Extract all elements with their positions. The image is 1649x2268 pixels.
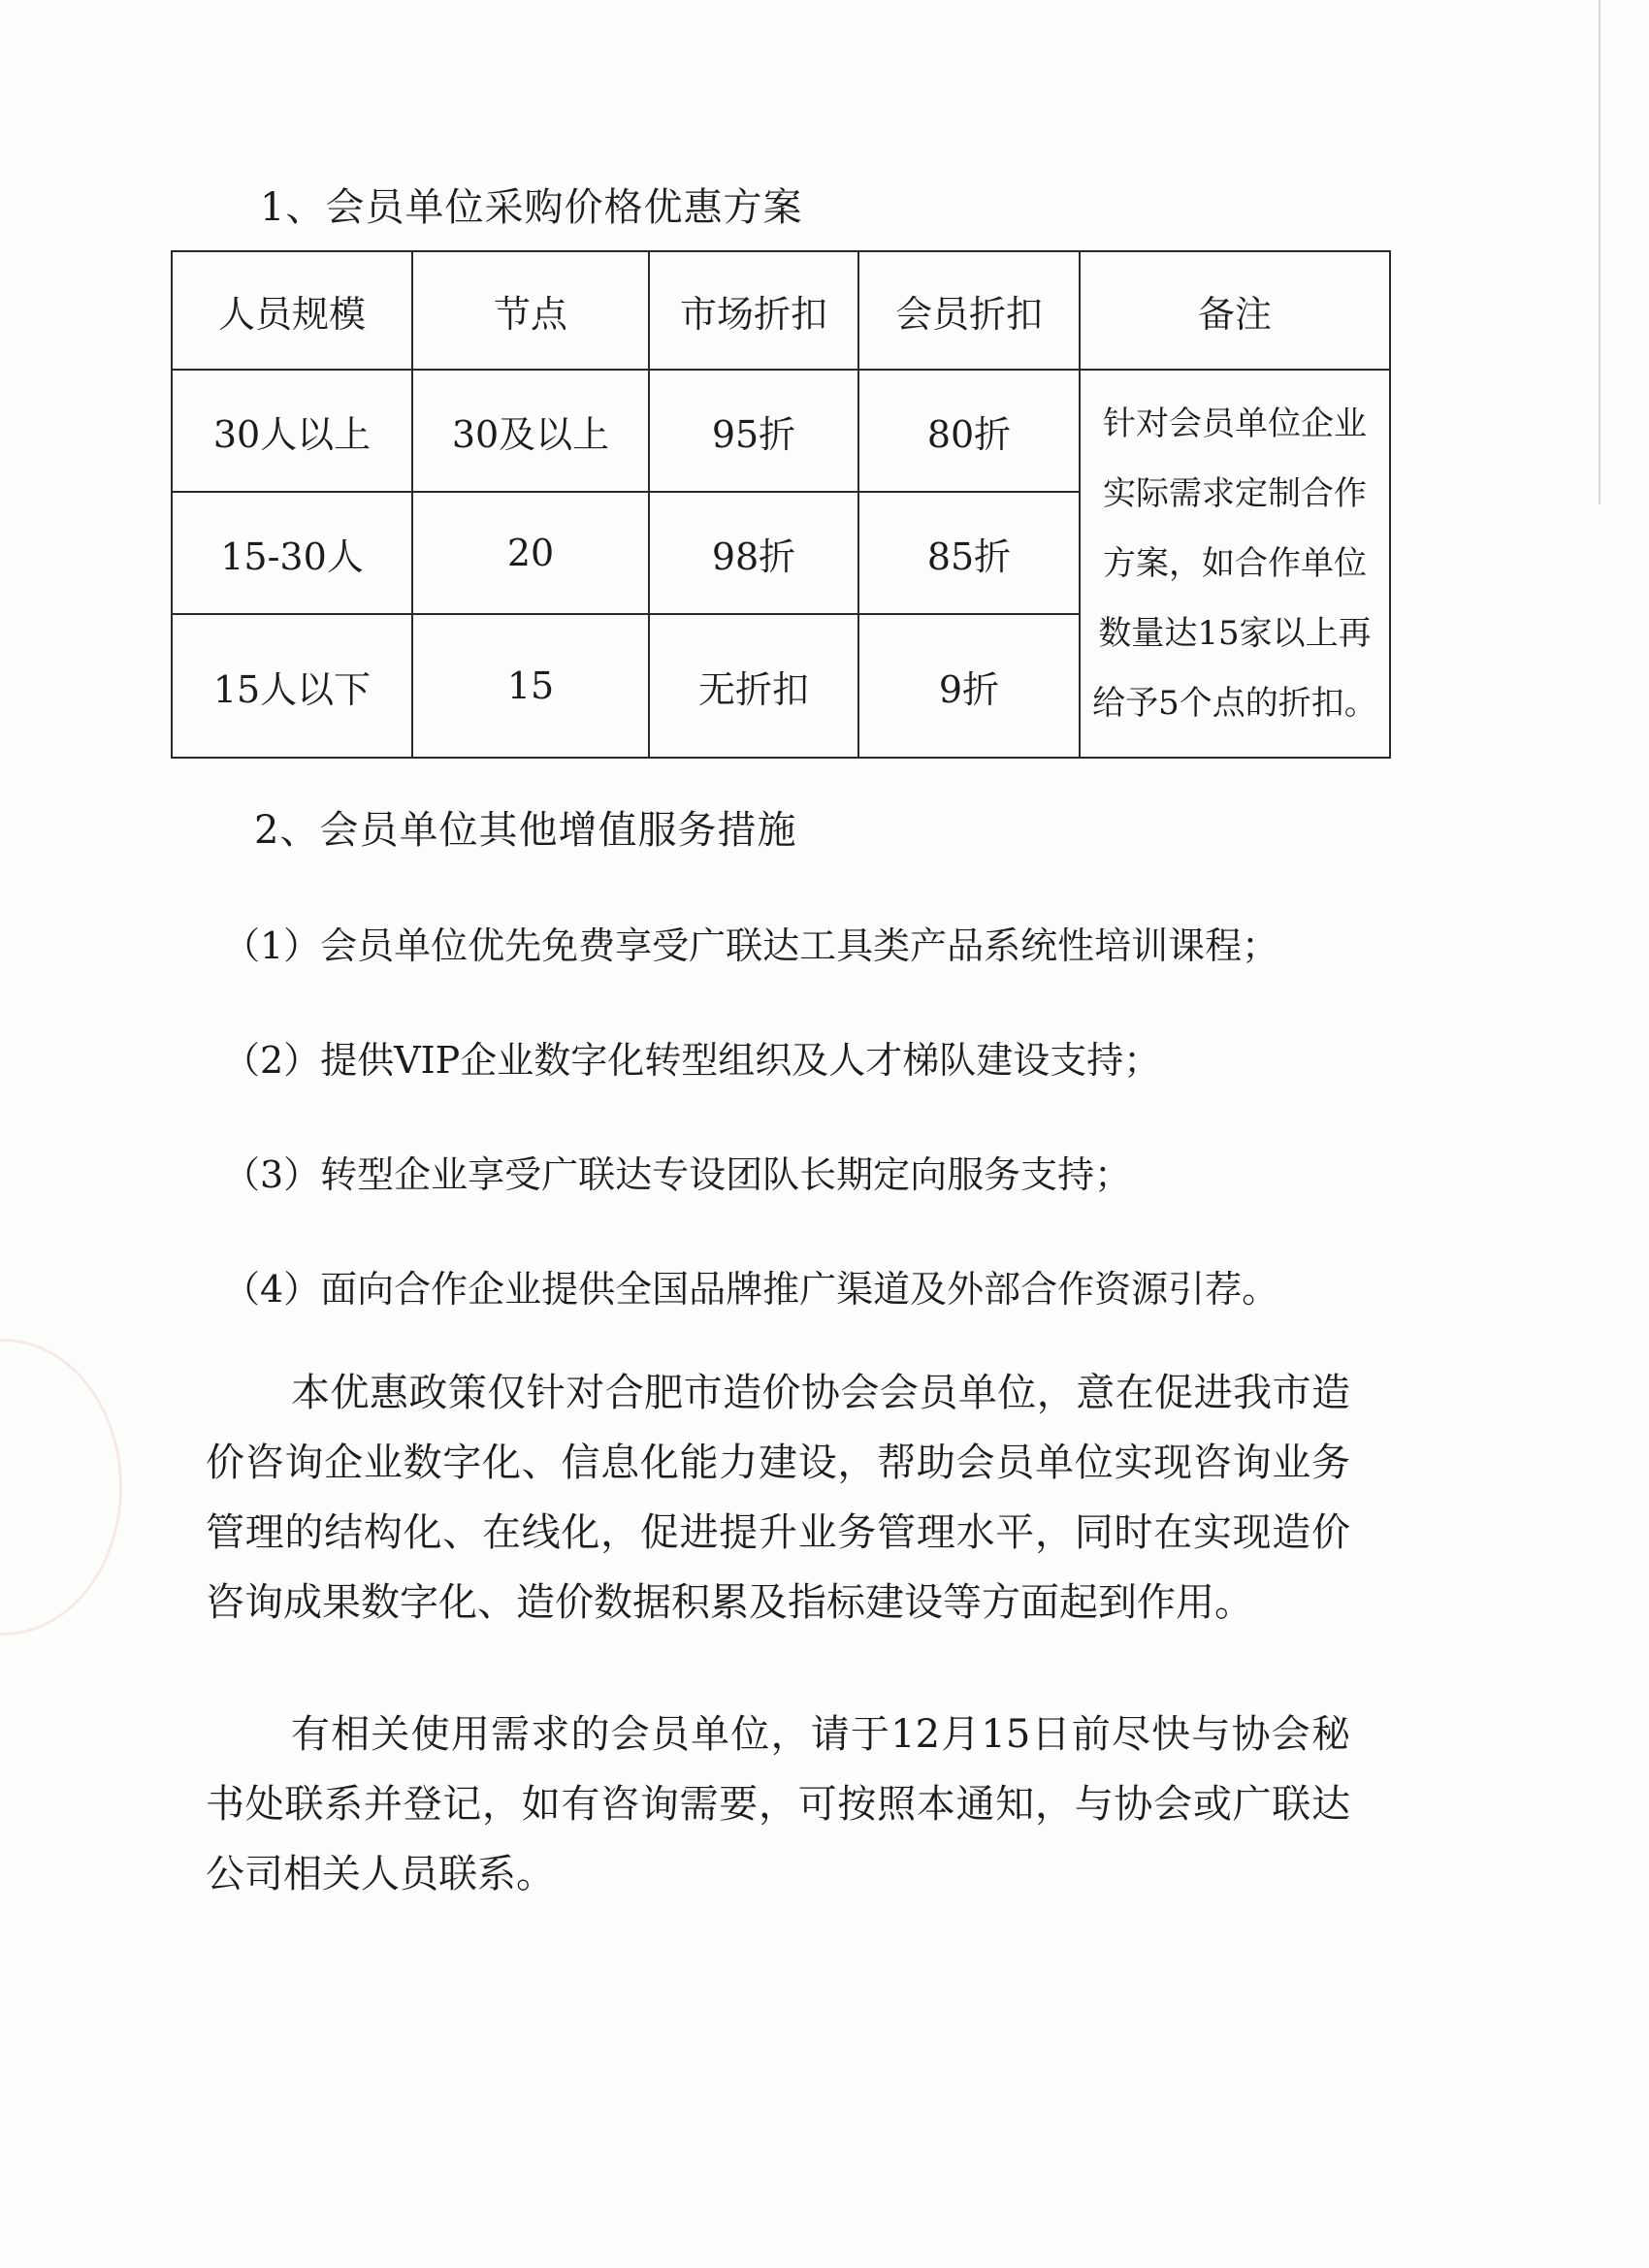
cell-market-discount: 95折 [649, 370, 858, 492]
faint-seal-stamp [0, 1339, 122, 1636]
header-cell-member-discount: 会员折扣 [858, 251, 1080, 370]
section-2-heading: 2、会员单位其他增值服务措施 [254, 808, 797, 853]
cell-member-discount: 80折 [858, 370, 1080, 492]
list-item: （3）转型企业享受广联达专设团队长期定向服务支持； [223, 1153, 1132, 1196]
header-cell-node: 节点 [412, 251, 649, 370]
discount-table [171, 250, 1391, 759]
table-header-row [172, 251, 1390, 370]
cell-member-discount: 9折 [858, 614, 1080, 758]
cell-scale: 15人以下 [172, 614, 412, 758]
list-item: （1）会员单位优先免费享受广联达工具类产品系统性培训课程； [223, 924, 1279, 967]
header-cell-market-discount: 市场折扣 [649, 251, 858, 370]
list-item: （4）面向合作企业提供全国品牌推广渠道及外部合作资源引荐。 [223, 1268, 1279, 1311]
scan-edge-line [1599, 0, 1600, 504]
note-cell: 针对会员单位企业实际需求定制合作方案，如合作单位数量达15家以上再给予5个点的折扣。 [1080, 370, 1390, 758]
header-cell-scale: 人员规模 [172, 251, 412, 370]
cell-node: 30及以上 [412, 370, 649, 492]
cell-member-discount: 85折 [858, 492, 1080, 614]
table-row [172, 370, 1390, 492]
policy-paragraph: 本优惠政策仅针对合肥市造价协会会员单位，意在促进我市造价咨询企业数字化、信息化能力建设，帮助会员单位实现咨询业务管理的结构化、在线化，促进提升业务管理水平，同时在实现造价咨询成果数字化、造价数据积累及指标建设等方面起到作用。 [206, 1371, 1350, 1625]
cell-node: 20 [412, 492, 649, 614]
cell-scale: 30人以上 [172, 370, 412, 492]
header-cell-note: 备注 [1080, 251, 1390, 370]
cell-scale: 15-30人 [172, 492, 412, 614]
cell-market-discount: 无折扣 [649, 614, 858, 758]
contact-paragraph: 有相关使用需求的会员单位，请于12月15日前尽快与协会秘书处联系并登记，如有咨询需要，可按照本通知，与协会或广联达公司相关人员联系。 [206, 1712, 1350, 1896]
section-1-heading: 1、会员单位采购价格优惠方案 [260, 185, 803, 230]
list-item: （2）提供VIP企业数字化转型组织及人才梯队建设支持； [223, 1039, 1161, 1082]
cell-market-discount: 98折 [649, 492, 858, 614]
cell-node: 15 [412, 614, 649, 758]
